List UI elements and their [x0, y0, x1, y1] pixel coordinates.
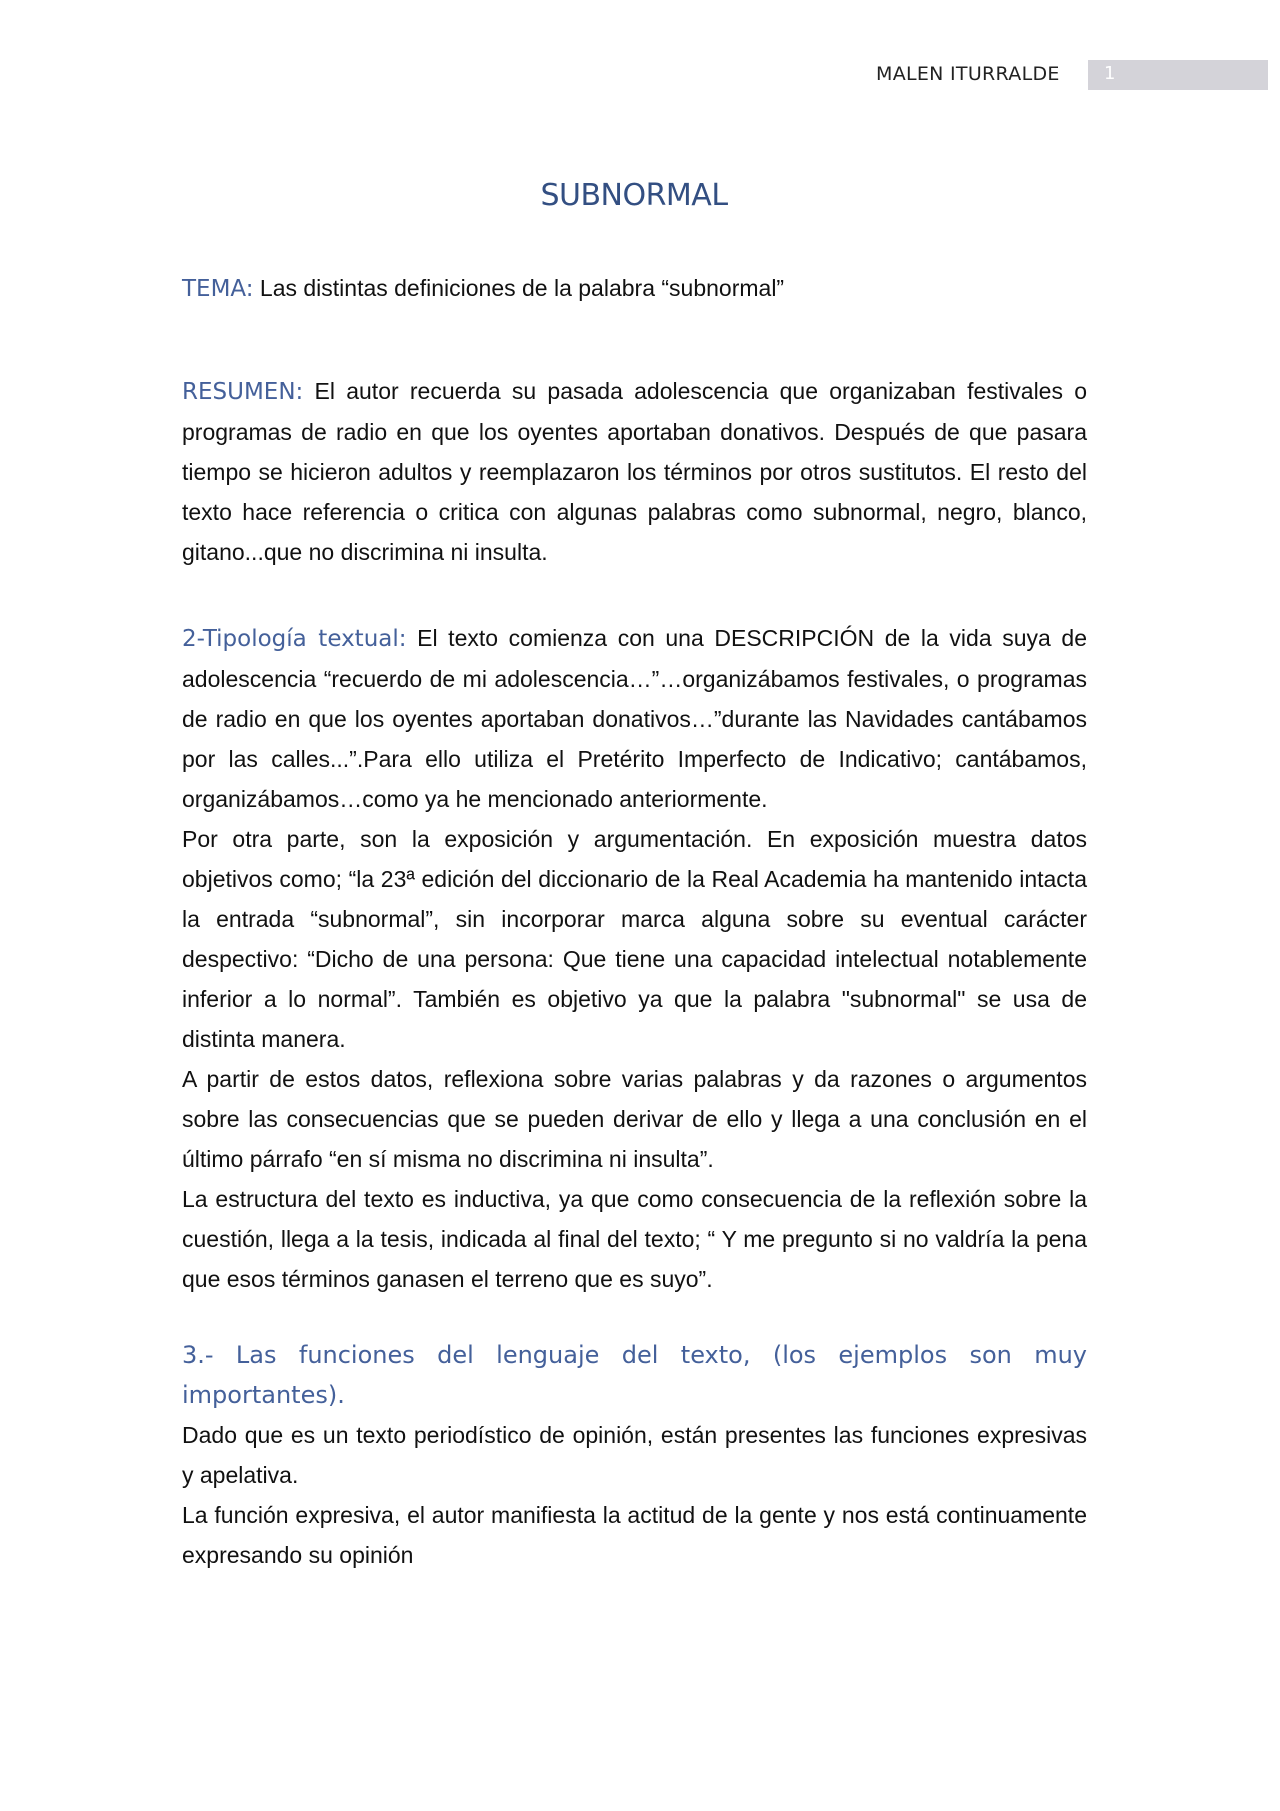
tipologia-paragraph-1: [182, 618, 1087, 819]
spacer: [182, 309, 1087, 371]
page-number: 1: [1104, 63, 1116, 84]
document-body: [182, 268, 1087, 1575]
resumen-text: El autor recuerda su pasada adolescencia que organizaban festivales o programas de radio en que los oyentes aportaban donativos. Después de que pasara tiempo se hicieron adultos y reemplazaron los términos por otros sustitutos. El resto del texto hace referencia o critica con algunas palabras como subnormal, negro, blanco, gitano...que no discrimina ni insulta.: [182, 378, 1087, 565]
funciones-paragraph-2: La función expresiva, el autor manifiesta la actitud de la gente y nos está continuamente expresando su opinión: [182, 1502, 1087, 1568]
tipologia-paragraph-3: A partir de estos datos, reflexiona sobre varias palabras y da razones o argumentos sobre las consecuencias que se pueden derivar de ello y llega a una conclusión en el último párrafo “en sí misma no discrimina ni insulta”.: [182, 1066, 1087, 1172]
spacer: [182, 572, 1087, 618]
tipologia-text-1: El texto comienza con una DESCRIPCIÓN de la vida suya de adolescencia “recuerdo de mi adolescencia…”…organizábamos festivales, o programas de radio en que los oyentes aportaban donativos…”durante las Navidades cantábamos por las calles...”.Para ello utiliza el Pretérito Imperfecto de Indicativo; cantábamos, organizábamos…como ya he mencionado anteriormente.: [182, 625, 1087, 812]
tema-label: TEMA:: [182, 276, 254, 302]
tema-text: Las distintas definiciones de la palabra “subnormal”: [253, 275, 785, 301]
spacer: [182, 1299, 1087, 1335]
header-author: MALEN ITURRALDE: [876, 63, 1060, 85]
tipologia-paragraph-4: La estructura del texto es inductiva, ya que como consecuencia de la reflexión sobre la cuestión, llega a la tesis, indicada al final del texto; “ Y me pregunto si no valdría la pena que esos términos ganasen el terreno que es suyo”.: [182, 1186, 1087, 1292]
tipologia-label: 2-Tipología textual:: [182, 626, 407, 652]
funciones-paragraph-1: Dado que es un texto periodístico de opinión, están presentes las funciones expresivas y apelativa.: [182, 1422, 1087, 1488]
funciones-heading: 3.- Las funciones del lenguaje del texto, (los ejemplos son muy importantes).: [182, 1341, 1087, 1409]
resumen-paragraph: [182, 371, 1087, 572]
document-title: SUBNORMAL: [540, 178, 728, 213]
tema-paragraph: [182, 268, 1087, 309]
tipologia-paragraph-2: Por otra parte, son la exposición y argumentación. En exposición muestra datos objetivos como; “la 23ª edición del diccionario de la Real Academia ha mantenido intacta la entrada “subnormal”, sin incorporar marca alguna sobre su eventual carácter despectivo: “Dicho de una persona: Que tiene una capacidad intelectual notablemente inferior a lo normal”. También es objetivo ya que la palabra "subnormal" se usa de distinta manera.: [182, 826, 1087, 1052]
resumen-label: RESUMEN:: [182, 379, 304, 405]
